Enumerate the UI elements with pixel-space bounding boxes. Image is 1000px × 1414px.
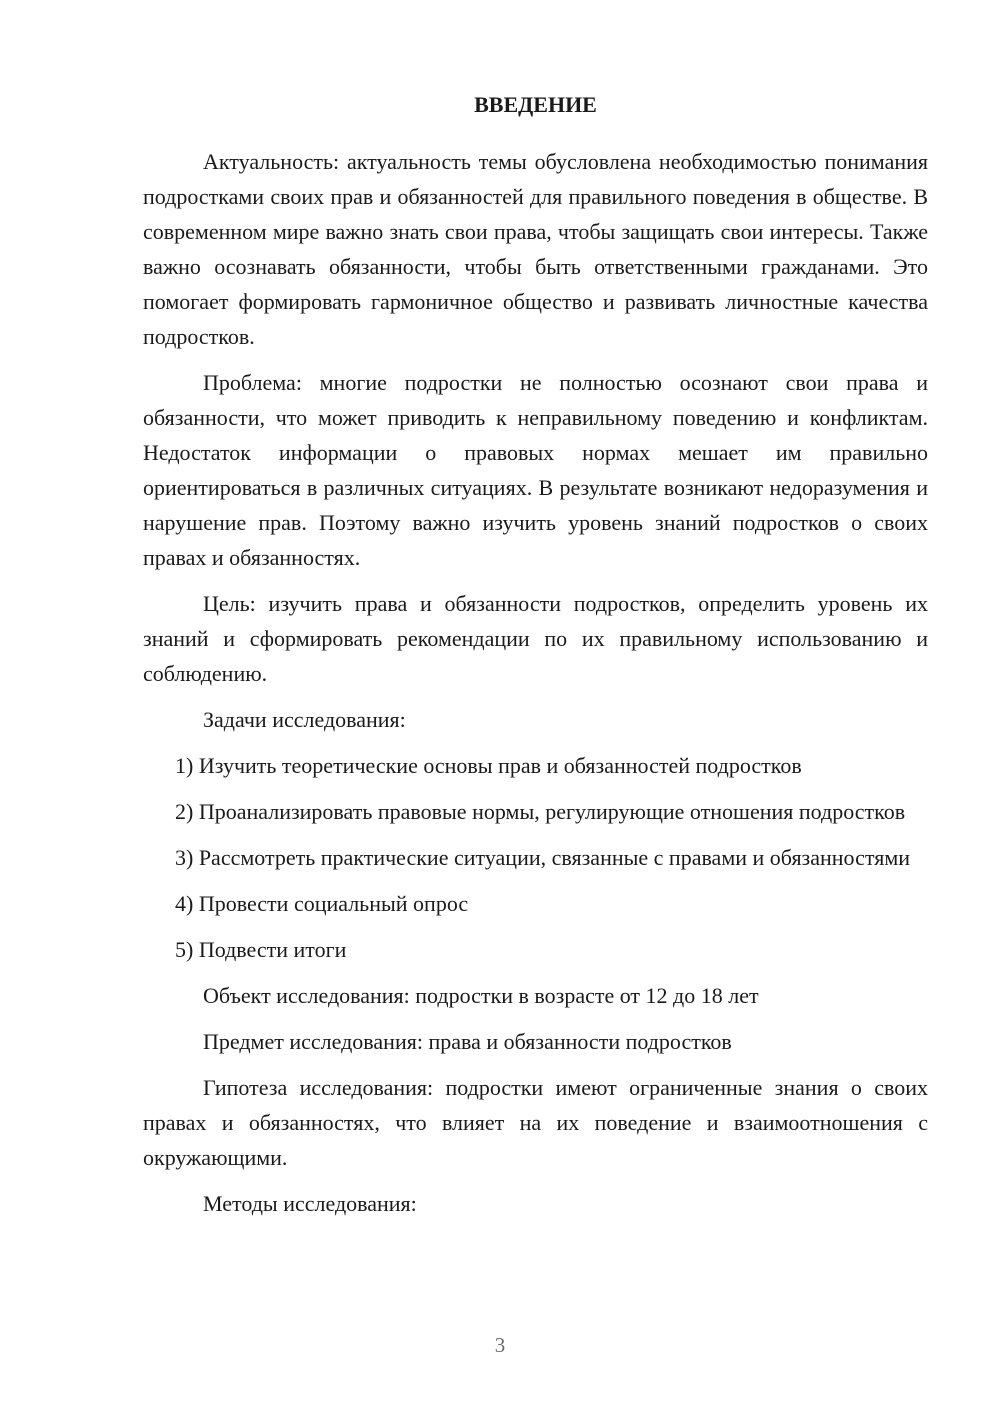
task-item-5: 5) Подвести итоги	[175, 937, 347, 962]
methods-paragraph: Методы исследования:	[203, 1191, 417, 1216]
object-paragraph: Объект исследования: подростки в возрасте от 12 до 18 лет	[203, 983, 759, 1008]
task-item-4: 4) Провести социальный опрос	[175, 891, 469, 916]
task-item-2: 2) Проанализировать правовые нормы, регулирующие отношения подростков	[175, 799, 906, 824]
task-item-3: 3) Рассмотреть практические ситуации, связанные с правами и обязанностями	[175, 845, 911, 870]
hypothesis-paragraph: Гипотеза исследования: подростки имеют ограниченные знания о своих правах и обязанностях, что влияет на их поведение и взаимоотношения с окружающими.	[143, 1075, 928, 1170]
subject-paragraph: Предмет исследования: права и обязанности подростков	[203, 1029, 732, 1054]
goal-paragraph: Цель: изучить права и обязанности подростков, определить уровень их знаний и сформировать рекомендации по их правильному использованию и соблюдению.	[143, 591, 928, 686]
relevance-paragraph: Актуальность: актуальность темы обусловлена необходимостью понимания подростками своих прав и обязанностей для правильного поведения в обществе. В современном мире важно знать свои права, чтобы защищать свои интересы. Также важно осознавать обязанности, чтобы быть ответственными гражданами. Это помогает формировать гармоничное общество и развивать личностные качества подростков.	[143, 149, 928, 349]
tasks-heading: Задачи исследования:	[203, 707, 406, 732]
task-item-1: 1) Изучить теоретические основы прав и обязанностей подростков	[175, 753, 802, 778]
document-page	[143, 90, 928, 1232]
section-title: ВВЕДЕНИЕ	[474, 92, 597, 117]
problem-paragraph: Проблема: многие подростки не полностью осознают свои права и обязанности, что может приводить к неправильному поведению и конфликтам. Недостаток информации о правовых нормах мешает им правильно ориентироваться в различных ситуациях. В результате возникают недоразумения и нарушение прав. Поэтому важно изучить уровень знаний подростков о своих правах и обязанностях.	[143, 370, 928, 570]
page-number: 3	[494, 1333, 506, 1357]
